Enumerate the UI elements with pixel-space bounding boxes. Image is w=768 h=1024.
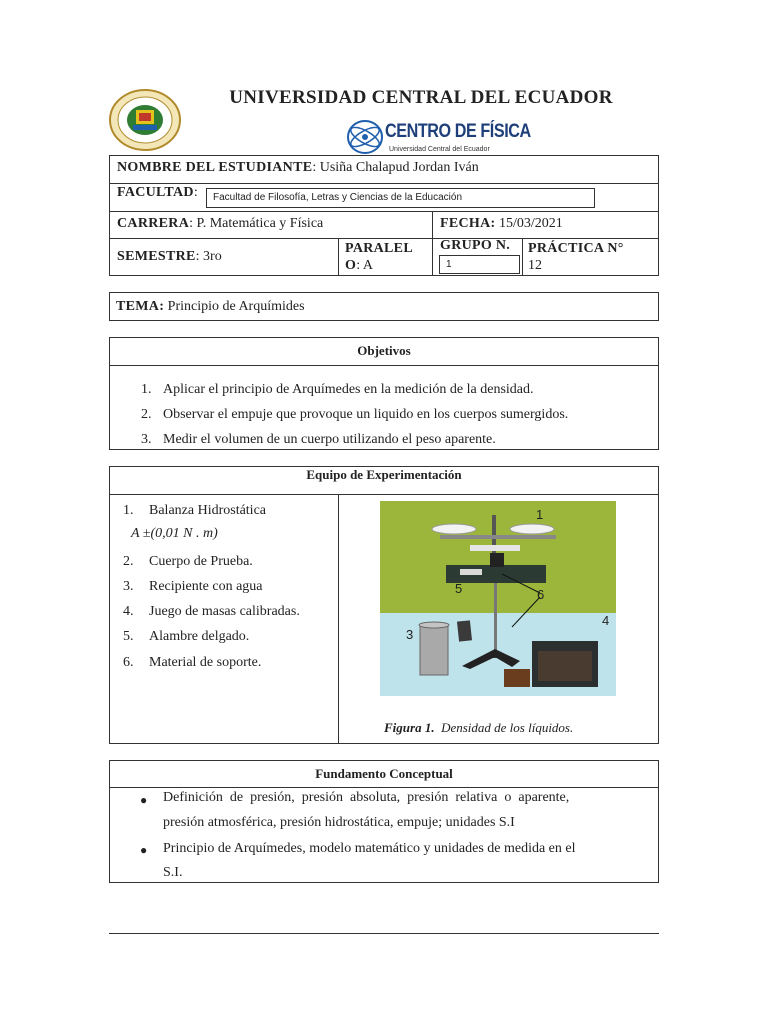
objetivo-text-3: Medir el volumen de un cuerpo utilizando el peso aparente. — [163, 432, 496, 447]
semester-row: SEMESTRE: 3ro — [117, 249, 222, 264]
figure-label-3: 3 — [406, 627, 414, 642]
equipo-text-4: Juego de masas calibradas. — [149, 604, 300, 619]
career-label: CARRERA — [117, 216, 190, 231]
tema-value: Principio de Arquímides — [167, 299, 305, 314]
fundamento-item-1-line-2: presión atmosférica, presión hidrostática, empuje; unidades S.I — [163, 815, 515, 830]
equipo-text-2: Cuerpo de Prueba. — [149, 554, 253, 569]
objetivo-text-2: Observar el empuje que provoque un liquido en los cuerpos sumergidos. — [163, 407, 569, 422]
university-title: UNIVERSIDAD CENTRAL DEL ECUADOR — [229, 87, 613, 108]
faculty-value: Facultad de Filosofía, Letras y Ciencias de la Educación — [213, 192, 463, 203]
parallel-label-1: PARALEL — [345, 241, 413, 256]
equipo-num-6: 6. — [123, 655, 134, 670]
semester-label: SEMESTRE — [117, 249, 196, 264]
faculty-field — [206, 188, 595, 208]
equipo-num-5: 5. — [123, 629, 134, 644]
centro-fisica-subtitle: Universidad Central del Ecuador — [389, 146, 490, 153]
fundamento-item-2-line-2: S.I. — [163, 865, 183, 880]
parallel-label-2: O — [345, 258, 357, 273]
practice-label: PRÁCTICA N° — [528, 241, 624, 256]
fundamento-item-1-line-1: Definición de presión, presión absoluta, presión relativa o aparente, — [163, 790, 570, 805]
practice-cell — [528, 240, 624, 274]
practice-value: 12 — [528, 258, 542, 273]
equipo-num-3: 3. — [123, 579, 134, 594]
date-label: FECHA: — [440, 216, 496, 231]
equipo-title: Equipo de Experimentación — [306, 467, 462, 482]
career-value: P. Matemática y Física — [196, 216, 324, 231]
atom-icon — [345, 118, 385, 156]
centro-fisica-logo — [345, 118, 531, 158]
group-label-cell — [440, 238, 510, 254]
student-name-row: NOMBRE DEL ESTUDIANTE: Usiña Chalapud Jordan Iván — [117, 160, 479, 175]
figure-label-4: 4 — [602, 613, 610, 628]
parallel-value: A — [362, 258, 373, 273]
figure-label-6: 6 — [537, 587, 545, 602]
objetivo-num-1: 1. — [141, 382, 152, 397]
date-value: 15/03/2021 — [498, 216, 563, 231]
equipo-text-5: Alambre delgado. — [149, 629, 250, 644]
equipo-text-6: Material de soporte. — [149, 655, 262, 670]
figure-caption-label: Figura 1. — [384, 720, 435, 735]
faculty-row: FACULTAD: — [117, 185, 198, 200]
career-row: CARRERA: P. Matemática y Física — [117, 216, 324, 231]
balance-photo — [380, 501, 616, 696]
figure-label-2: 2 — [492, 649, 499, 661]
equipo-num-4: 4. — [123, 604, 134, 619]
equipo-num-1: 1. — [123, 503, 134, 518]
date-row — [440, 216, 563, 232]
student-name-value: Usiña Chalapud Jordan Iván — [319, 160, 479, 175]
tema-label: TEMA: — [116, 299, 165, 314]
equipo-formula: A ±(0,01 N . m) — [131, 526, 218, 541]
tema-row — [116, 299, 305, 315]
figure-caption-text: Densidad de los líquidos. — [441, 720, 574, 735]
bullet-icon: ● — [140, 843, 148, 857]
objetivo-text-1: Aplicar el principio de Arquímedes en la medición de la densidad. — [163, 382, 534, 397]
fundamento-title: Fundamento Conceptual — [315, 766, 453, 781]
group-label: GRUPO N. — [440, 238, 511, 253]
footer-divider — [109, 933, 659, 934]
student-name-label: NOMBRE DEL ESTUDIANTE — [117, 160, 313, 175]
objetivo-num-3: 3. — [141, 432, 152, 447]
parallel-cell: PARALEL O: A — [345, 241, 413, 273]
figure-label-1: 1 — [536, 507, 544, 522]
objetivos-title: Objetivos — [357, 343, 411, 358]
figure-caption — [384, 720, 573, 736]
figure-label-5: 5 — [455, 581, 463, 596]
bullet-icon: ● — [140, 793, 148, 807]
centro-fisica-title: CENTRO DE FÍSICA — [385, 121, 531, 142]
group-field — [439, 255, 520, 274]
semester-value: 3ro — [203, 249, 222, 264]
fundamento-item-2-line-1: Principio de Arquímedes, modelo matemático y unidades de medida en el — [163, 841, 576, 856]
group-value: 1 — [446, 259, 452, 270]
equipo-text-1: Balanza Hidrostática — [149, 503, 267, 518]
equipo-text-3: Recipiente con agua — [149, 579, 263, 594]
faculty-label: FACULTAD — [117, 185, 194, 200]
objetivo-num-2: 2. — [141, 407, 152, 422]
equipo-num-2: 2. — [123, 554, 134, 569]
